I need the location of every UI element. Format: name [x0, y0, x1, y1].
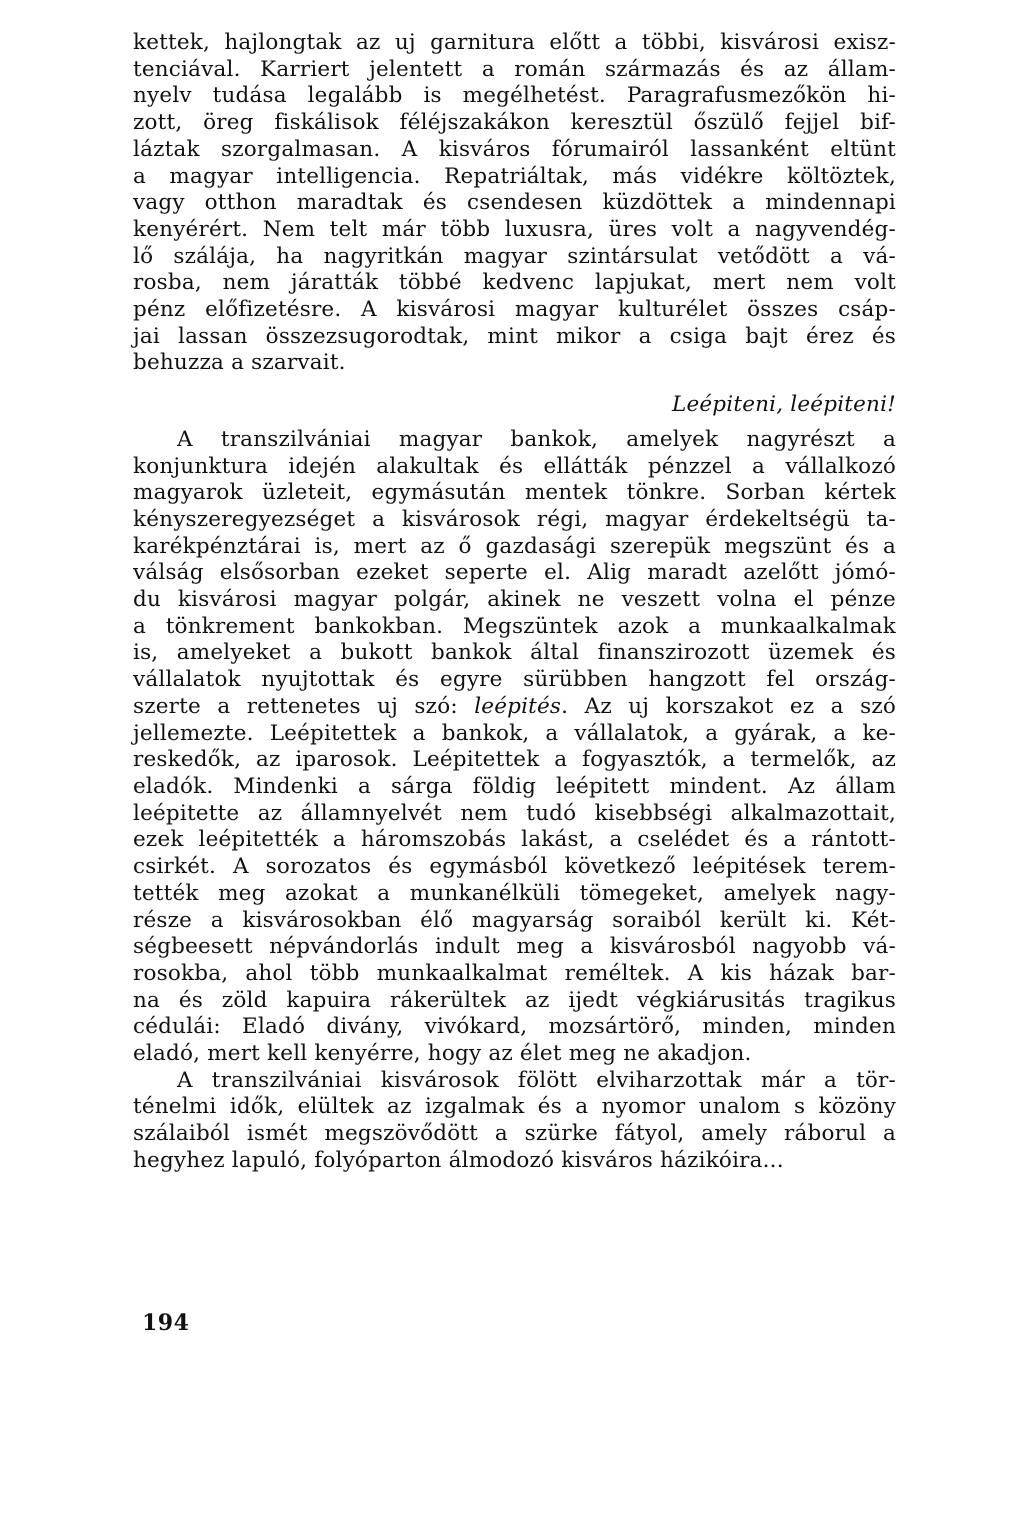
text-line: na és zöld kapuira rákerültek az ijedt végkiárusitás tragikus — [133, 987, 896, 1013]
text-line: eladó, mert kell kenyérre, hogy az élet meg ne akadjon. — [133, 1041, 752, 1067]
text-line: válság elsősorban ezeket seperte el. Alig maradt azelőtt jómó- — [133, 560, 896, 586]
paragraph-three — [133, 1068, 896, 1175]
text-line: jellemezte. Leépitettek a bankok, a vállalatok, a gyárak, a ke- — [133, 720, 896, 746]
text-line: ségbeesett népvándorlás indult meg a kisvárosból nagyobb vá- — [133, 934, 896, 960]
text-line: része a kisvárosokban élő magyarság soraiból került ki. Két- — [133, 907, 896, 933]
text-line: magyarok üzleteit, egymásután mentek tönkre. Sorban kértek — [133, 480, 896, 506]
text-line: pénz előfizetésre. A kisvárosi magyar kulturélet összes csáp- — [133, 297, 896, 323]
text-line: kenyérért. Nem telt már több luxusra, üres volt a nagyvendég- — [133, 216, 896, 242]
text-line: tenciával. Karriert jelentett a román származás és az állam- — [133, 56, 896, 82]
text-line: behuzza a szarvait. — [133, 350, 346, 376]
text-before-italic: szerte a rettenetes uj szó: — [133, 693, 475, 719]
page-body-text — [133, 30, 896, 1175]
text-line: csirkét. A sorozatos és egymásból következő leépitések terem- — [133, 854, 896, 880]
paragraph-two — [133, 427, 896, 1068]
text-after-italic: . Az uj korszakot ez a szó — [561, 693, 897, 719]
text-line: hegyhez lapuló, folyóparton álmodozó kisváros házikóira... — [133, 1147, 784, 1173]
text-line: a magyar intelligencia. Repatriáltak, más vidékre költöztek, — [133, 163, 896, 189]
text-line: A transzilvániai kisvárosok fölött elviharzottak már a tör- — [177, 1067, 896, 1093]
text-line: lő szálája, ha nagyritkán magyar szintársulat vetődött a vá- — [133, 243, 896, 269]
text-line: nyelv tudása legalább is megélhetést. Paragrafusmezőkön hi- — [133, 83, 896, 109]
text-line: jai lassan összezsugorodtak, mint mikor a csiga bajt érez és — [133, 323, 896, 349]
text-line: karékpénztárai is, mert az ő gazdasági szerepük megszünt és a — [133, 533, 896, 559]
text-line: du kisvárosi magyar polgár, akinek ne veszett volna el pénze — [133, 587, 896, 613]
text-line: ezek leépitették a háromszobás lakást, a cselédet és a rántott- — [133, 827, 896, 853]
page-number: 194 — [142, 1310, 190, 1336]
text-line: vállalatok nyujtottak és egyre sürübben hangzott fel ország- — [133, 667, 896, 693]
text-line: láztak szorgalmasan. A kisváros fórumairól lassanként eltünt — [133, 136, 896, 162]
text-line: kettek, hajlongtak az uj garnitura előtt a többi, kisvárosi exisz- — [133, 30, 896, 55]
text-line: ténelmi idők, elültek az izgalmak és a nyomor unalom s közöny — [133, 1094, 896, 1120]
text-line: vagy otthon maradtak és csendesen küzdöttek a mindennapi — [133, 190, 896, 216]
text-line: eladók. Mindenki a sárga földig leépitett mindent. Az állam — [133, 773, 896, 799]
text-line: szálaiból ismét megszövődött a szürke fátyol, amely ráborul a — [133, 1121, 896, 1147]
text-line: a tönkrement bankokban. Megszüntek azok a munkaalkalmak — [133, 613, 896, 639]
text-line: tették meg azokat a munkanélküli tömegeket, amelyek nagy- — [133, 880, 896, 906]
paragraph-one — [133, 30, 896, 377]
text-line: reskedők, az iparosok. Leépitettek a fogyasztók, a termelők, az — [133, 747, 896, 773]
text-line: kényszeregyezséget a kisvárosok régi, magyar érdekeltségü ta- — [133, 506, 896, 532]
italic-word-leepites: leépités — [474, 693, 562, 719]
text-line: A transzilvániai magyar bankok, amelyek nagyrészt a — [177, 426, 896, 452]
text-line: cédulái: Eladó divány, vivókard, mozsártörő, minden, minden — [133, 1014, 896, 1040]
text-line: zott, öreg fiskálisok féléjszakákon keresztül őszülő fejjel bif- — [133, 110, 896, 136]
text-line: rosba, nem járatták többé kedvenc lapjukat, mert nem volt — [133, 270, 896, 296]
text-line-with-italic — [133, 694, 896, 721]
text-line: is, amelyeket a bukott bankok által finanszirozott üzemek és — [133, 640, 896, 666]
text-line: leépitette az államnyelvét nem tudó kisebbségi alkalmazottait, — [133, 800, 896, 826]
section-heading: Leépiteni, leépiteni! — [671, 392, 896, 418]
text-line: rosokba, ahol több munkaalkalmat reméltek. A kis házak bar- — [133, 960, 896, 986]
text-line: konjunktura idején alakultak és ellátták pénzzel a vállalkozó — [133, 453, 896, 479]
